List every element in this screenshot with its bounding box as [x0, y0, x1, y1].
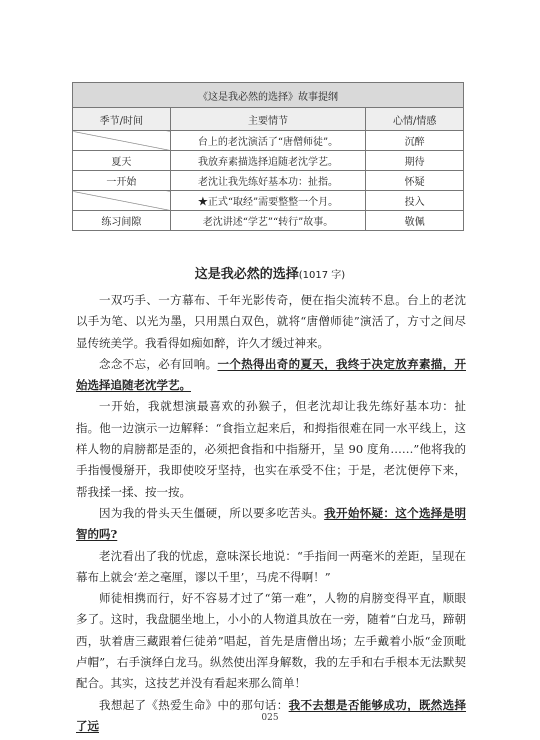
word-count: (1017 字): [298, 270, 346, 281]
header-mood: 心情/情感: [366, 108, 464, 131]
table-header-row: [73, 108, 464, 131]
table-row: [73, 171, 464, 191]
paragraph: 一开始，我就想演最喜欢的孙猴子，但老沈却让我先练好基本功：扯指。他一边演示一边解释：“食指立起来后，和拇指很难在同一水平线上，这样人物的肩膀都是歪的，必须把食指和中指掰开，呈 90 度角……”他将我的手指慢慢掰开，我即使咬牙坚持，也实在承受不住；于是，老沈便停下来，帮我揉一揉、按一按。: [76, 399, 466, 499]
story-outline-table: [72, 82, 464, 231]
table-cell-mood: 投入: [366, 191, 464, 211]
underlined-key-sentence: 一个热得出奇的夏天，我终于决定放弃素描，开始选择追随老沈学艺。: [76, 356, 466, 393]
header-season-time: 季节/时间: [73, 108, 171, 131]
paragraph: [76, 503, 466, 546]
article-title: [0, 263, 540, 282]
table-row: [73, 131, 464, 151]
article-body: [76, 290, 466, 737]
table-cell-mood: 怀疑: [366, 171, 464, 191]
table-cell-time-empty: [73, 191, 171, 211]
table-cell-plot: 老沈让我先练好基本功：扯指。: [170, 171, 366, 191]
paragraph: 师徒相携而行，好不容易才过了“第一难”，人物的肩膀变得平直，顺眼多了。这时，我盘腿坐地上，小小的人物道具放在一旁，随着“白龙马，蹄朝西，驮着唐三藏跟着仨徒弟”唱起，首先是唐僧出场；左手戴着小版“金顶毗卢帽”，右手演绎白龙马。纵然使出浑身解数，我的左手和右手根本无法默契配合。其实，这技艺并没有看起来那么简单！: [76, 591, 466, 691]
table-cell-time: 夏天: [73, 151, 171, 171]
table-cell-time: 练习间隙: [73, 211, 171, 231]
paragraph: [76, 354, 466, 397]
underlined-key-sentence: 我开始怀疑：这个选择是明智的吗?: [76, 505, 467, 542]
table-caption-row: [73, 83, 464, 108]
page-number: 025: [261, 713, 279, 723]
paragraph: 老沈看出了我的忧虑，意味深长地说：“手指间一两毫米的差距，呈现在幕布上就会‘差之毫厘，谬以千里’，马虎不得啊！”: [76, 548, 466, 584]
paragraph-text: 我想起了《热爱生命》中的那句话：: [99, 697, 289, 712]
table-cell-plot: 老沈讲述“学艺”“转行”故事。: [170, 211, 366, 231]
table-cell-time-empty: [73, 131, 171, 151]
table-cell-plot: 台上的老沈演活了“唐僧师徒”。: [170, 131, 366, 151]
table-cell-plot: ★正式“取经”需要整整一个月。: [170, 191, 366, 211]
underlined-key-sentence: 我不去想是否能够成功，既然选择了远: [76, 697, 467, 733]
table-cell-mood: 敬佩: [366, 211, 464, 231]
table-row: [73, 151, 464, 171]
table-cell-time: 一开始: [73, 171, 171, 191]
table-cell-mood: 沉醉: [366, 131, 464, 151]
header-main-plot: 主要情节: [170, 108, 366, 131]
paragraph-text: 念念不忘，必有回响。: [99, 356, 218, 371]
paragraph-text: 因为我的骨头天生僵硬，所以要多吃苦头。: [99, 505, 325, 520]
paragraph: 一双巧手、一方幕布、千年光影传奇，便在指尖流转不息。台上的老沈以手为笔、以光为墨，只用黑白双色，就将“唐僧师徒”演活了，方寸之间尽显传统美学。我看得如痴如醉，许久才缓过神来。: [76, 293, 466, 350]
table-caption: 《这是我必然的选择》故事提纲: [73, 83, 464, 108]
table-row: [73, 211, 464, 231]
table-row: [73, 191, 464, 211]
table-cell-mood: 期待: [366, 151, 464, 171]
table-cell-plot: 我放弃素描选择追随老沈学艺。: [170, 151, 366, 171]
article-title-text: 这是我必然的选择: [194, 267, 299, 282]
